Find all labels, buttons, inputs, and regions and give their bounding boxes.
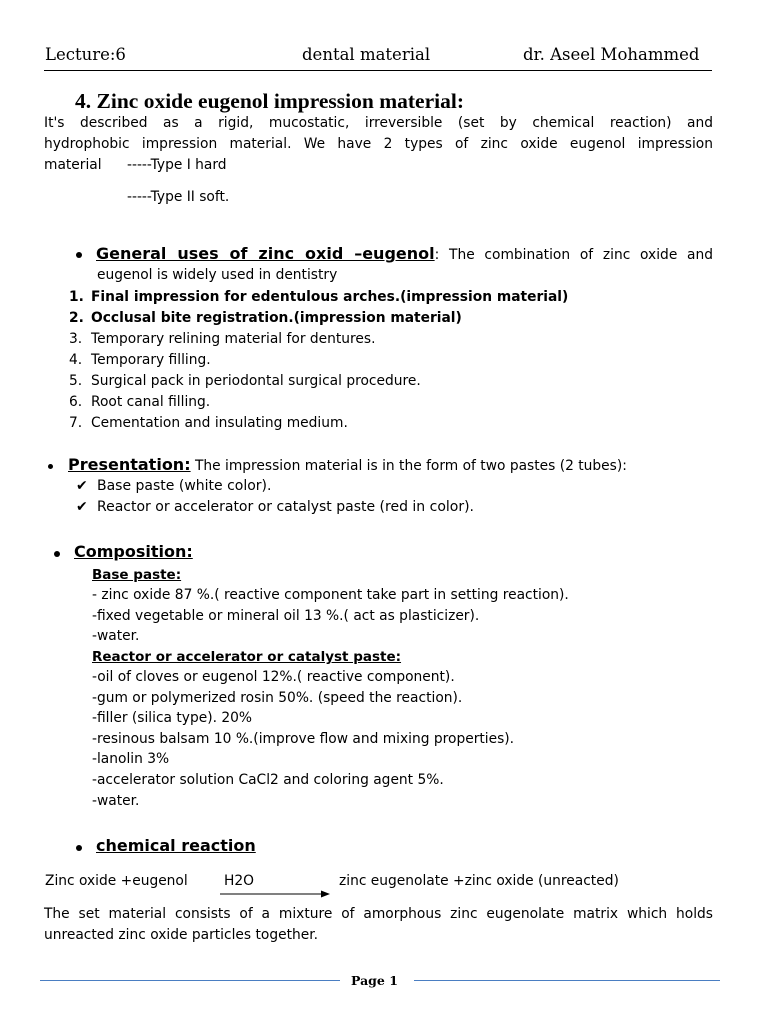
general-uses-line-1 [96,244,713,263]
presentation-heading: Presentation: [68,455,191,474]
bullet-composition [54,551,60,557]
composition-item: -fixed vegetable or mineral oil 13 %.( act as plasticizer). [92,607,480,624]
chemical-line-1: The set material consists of a mixture of amorphous zinc eugenolate matrix which holds [44,906,713,922]
use-item-number: 5. [69,373,83,389]
use-item-number: 7. [69,415,83,431]
use-item-text: Temporary filling. [91,352,211,368]
header-subject: dental material [302,45,431,64]
chemical-heading: chemical reaction [96,836,256,855]
bullet-chemical [76,845,82,851]
use-item [69,289,568,305]
reaction-reactants: Zinc oxide +eugenol [45,873,188,889]
use-item-text: Temporary relining material for dentures. [91,331,376,347]
base-paste-heading: Base paste: [92,567,182,583]
composition-item: -accelerator solution CaCl2 and coloring agent 5%. [92,772,444,788]
presentation-text: The impression material is in the form of two pastes (2 tubes): [190,458,627,474]
use-item-number: 3. [69,331,83,347]
composition-item: -resinous balsam 10 %.(improve flow and mixing properties). [92,730,515,747]
use-item [69,373,421,389]
chemical-line-2: unreacted zinc oxide particles together. [44,927,319,943]
composition-item: -oil of cloves or eugenol 12%.( reactive component). [92,669,455,685]
presentation-line [68,455,627,474]
use-item-text: Final impression for edentulous arches.(impression material) [91,289,569,305]
composition-item: -lanolin 3% [92,751,170,768]
use-item [69,331,375,347]
composition-item: -water. [92,792,140,809]
use-item [69,352,211,368]
composition-item: -water. [92,628,140,645]
use-item-text: Surgical pack in periodontal surgical procedure. [91,373,421,389]
use-item-number: 1. [69,289,84,305]
presentation-item-text: Base paste (white color). [97,478,272,494]
header-lecture: Lecture:6 [45,45,126,64]
intro-line-2: hydrophobic impression material. We have 2 types of zinc oxide eugenol impression [44,136,713,152]
composition-item: - zinc oxide 87 %.( reactive component take part in setting reaction). [92,587,569,603]
type-2: -----Type II soft. [127,189,230,205]
bullet-presentation [48,464,53,469]
footer-rule-right [414,980,720,981]
intro-line-1: It's described as a rigid, mucostatic, irreversible (set by chemical reaction) and [44,115,713,131]
reactor-paste-heading: Reactor or accelerator or catalyst paste: [92,649,402,665]
use-item [69,310,462,326]
use-item [69,394,210,410]
footer-rule-left [40,980,340,981]
page-title: 4. Zinc oxide eugenol impression material: [75,89,464,113]
use-item [69,415,348,431]
general-uses-text-1: : The combination of zinc oxide and [434,247,714,263]
header-rule [44,70,712,71]
type-1: -----Type I hard [127,157,227,173]
use-item-text: Root canal filling. [91,394,211,410]
composition-item: -gum or polymerized rosin 50%. (speed the reaction). [92,689,463,706]
presentation-item-text: Reactor or accelerator or catalyst paste (red in color). [97,499,475,515]
reaction-catalyst: H2O [224,873,255,889]
general-uses-line-2: eugenol is widely used in dentistry [97,267,338,283]
reaction-arrow-icon [220,889,330,899]
presentation-item [76,478,271,494]
use-item-text: Cementation and insulating medium. [91,415,348,431]
use-item-number: 2. [69,310,84,326]
use-item-number: 6. [69,394,83,410]
intro-line-3: material [44,157,102,173]
checkmark-icon: ✔ [76,499,88,515]
use-item-number: 4. [69,352,83,368]
presentation-item [76,499,474,515]
composition-item: -filler (silica type). 20% [92,710,253,727]
bullet-general-uses [76,252,82,258]
header-author: dr. Aseel Mohammed [523,45,700,64]
composition-heading: Composition: [74,542,193,561]
use-item-text: Occlusal bite registration.(impression material) [91,310,462,326]
checkmark-icon: ✔ [76,478,88,494]
general-uses-heading: General uses of zinc oxid –eugenol [96,244,435,263]
reaction-products: zinc eugenolate +zinc oxide (unreacted) [339,873,619,889]
page-number: Page 1 [351,973,398,988]
